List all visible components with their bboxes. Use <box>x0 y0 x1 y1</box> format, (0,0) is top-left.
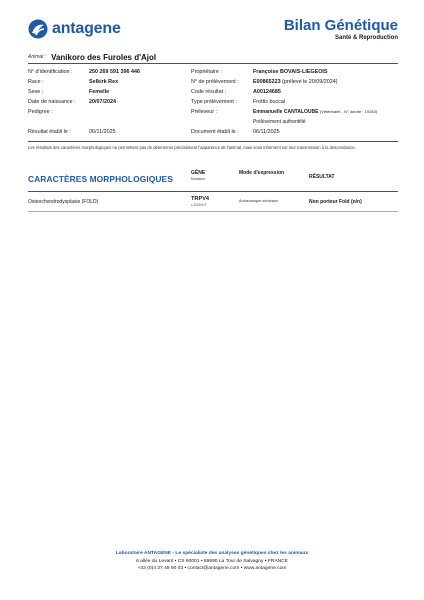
brand-name: antagene <box>52 20 121 37</box>
race-label: Race : <box>28 79 44 85</box>
footer-contact: +33 (0)4 37 49 90 03 • contact@antagene.com • www.antagene.com <box>137 566 287 571</box>
result-date-value: 06/11/2025 <box>89 129 116 135</box>
result-gene: TRPV4 <box>191 196 210 202</box>
sampler-value <box>253 109 377 115</box>
antagene-logo-icon <box>28 19 48 39</box>
info-row <box>28 129 398 138</box>
sample-number-value <box>253 79 338 85</box>
race-value: Selkirk Rex <box>89 79 119 85</box>
column-header-mode: Mode d'expression <box>239 170 285 176</box>
divider <box>28 141 398 142</box>
sample-type-value: Frottis buccal <box>253 99 286 105</box>
info-row <box>28 109 398 118</box>
info-row <box>28 89 398 98</box>
brand-logo <box>28 19 121 39</box>
result-code-value: A00124685 <box>253 89 281 95</box>
animal-bar <box>28 51 398 64</box>
result-mutation: c.1024G>T <box>191 203 207 207</box>
sampler-name: Emmanuelle CANTALOUBE <box>253 109 319 115</box>
pedigree-label: Pedigree : <box>28 109 53 115</box>
sampler-note: (Vétérinaire - N° dordre : 19163) <box>319 109 378 114</box>
sample-type-label: Type prélèvement : <box>191 99 237 105</box>
animal-info-grid <box>28 69 398 139</box>
footer-address: 6 allée du Levant • CS 60001 • 69890 La Tour de Salvagny • FRANCE <box>136 559 288 564</box>
result-value: Non porteur Fold (n/n) <box>309 199 362 205</box>
column-header-mutation: Mutation <box>191 177 205 181</box>
results-section-title: CARACTÈRES MORPHOLOGIQUES <box>28 174 173 184</box>
footer-lab-name: Laboratoire ANTAGENE - Le spécialiste des analyses génétiques chez les animaux <box>115 551 309 556</box>
birth-date-label: Date de naissance : <box>28 99 76 105</box>
column-header-gene: GÈNE <box>191 170 206 176</box>
document-title: Bilan Génétique <box>283 17 398 34</box>
footer <box>0 551 424 571</box>
birth-date-value: 20/07/2024 <box>89 99 116 105</box>
sampler-label: Préleveur : <box>191 109 218 115</box>
sample-date-note: (prélevé le 20/09/2024) <box>282 79 338 85</box>
document-date-value: 06/11/2025 <box>253 129 280 135</box>
sex-label: Sexe : <box>28 89 44 95</box>
document-subtitle: Santé & Reproduction <box>334 35 398 41</box>
results-header-divider <box>28 191 398 192</box>
id-value: 250 269 591 396 446 <box>89 69 140 75</box>
animal-name: Vanikoro des Furoles d'Ajol <box>51 52 157 62</box>
info-row <box>28 99 398 108</box>
sex-value: Femelle <box>89 89 110 95</box>
results-header <box>28 168 398 192</box>
column-header-result: RÉSULTAT <box>309 174 335 180</box>
result-date-label: Résultat établi le : <box>28 129 71 135</box>
sample-number: E00865223 <box>253 79 281 85</box>
animal-label: Animal : <box>28 54 47 60</box>
sampler-status: Prélèvement authentifié <box>253 119 306 125</box>
result-code-label: Code résultat : <box>191 89 227 95</box>
owner-value: Françoise BOVAIS-LIEGEOIS <box>253 69 328 75</box>
result-trait: Osteochondrodysplasie (FOLD) <box>28 199 99 205</box>
id-label: N° d'identification : <box>28 69 73 75</box>
result-mode: Autosomique dominant <box>239 199 278 203</box>
result-row <box>28 196 398 210</box>
sample-number-label: N° de prélèvement : <box>191 79 239 85</box>
info-row <box>28 79 398 88</box>
result-row-divider <box>28 211 398 212</box>
disclaimer-text: Les résultats des caractères morphologiques ne permettent pas de déterminer précisément l'apparence de l'animal, mais vous informent sur leur transmission à la descendance. <box>28 145 356 150</box>
document-date-label: Document établi le : <box>191 129 239 135</box>
info-row <box>28 69 398 78</box>
owner-label: Propriétaire : <box>191 69 222 75</box>
